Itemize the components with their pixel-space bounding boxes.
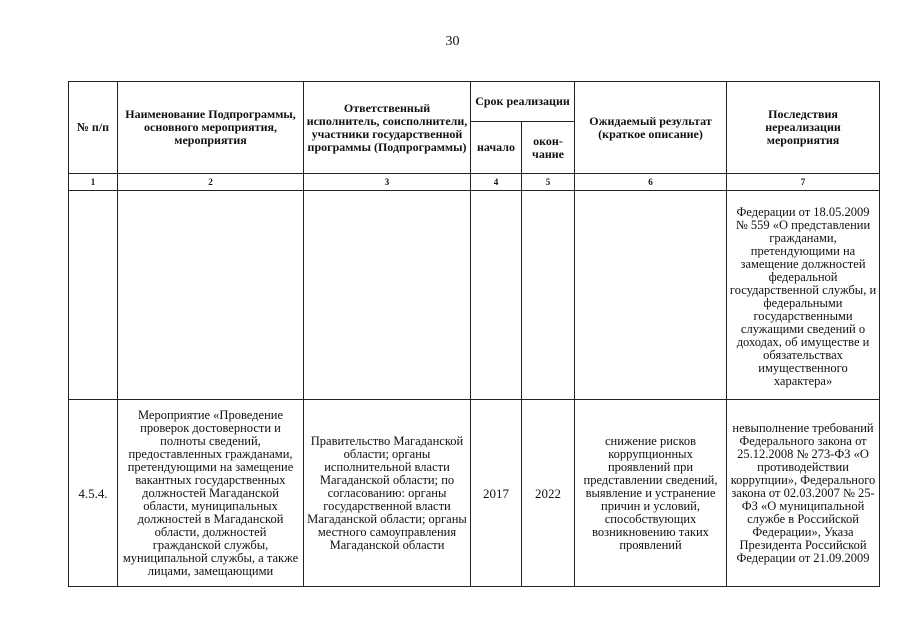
empty-cell — [575, 191, 727, 400]
row-executor: Правительство Магаданской области; органы исполнительной власти Магаданской области; по согласованию: органы государственной власти Магаданской области; органы местного самоуправления Магаданской области — [304, 400, 471, 587]
column-number: 2 — [118, 174, 304, 191]
column-number: 5 — [522, 174, 575, 191]
row-end: 2022 — [522, 400, 575, 587]
page-number: 30 — [445, 34, 460, 49]
header-executor: Ответственный исполнитель, соисполнители, участники государственной программы (Подпрограммы) — [304, 82, 471, 174]
table-row — [69, 400, 880, 587]
row-consequence: невыполнение требований Федерального закона от 25.12.2008 № 273-ФЗ «О противодействии коррупции», Федерального закона от 02.03.2007 № 25-ФЗ «О муниципальной службе в Российской Федерации», Указа Президента Российской Федерации от 21.09.2009 — [727, 400, 880, 587]
header-period: Срок реализации — [471, 82, 575, 122]
column-number: 3 — [304, 174, 471, 191]
column-number: 4 — [471, 174, 522, 191]
header-name: Наименование Подпрограммы, основного мероприятия, мероприятия — [118, 82, 304, 174]
row-number: 4.5.4. — [69, 400, 118, 587]
empty-cell — [471, 191, 522, 400]
column-number: 6 — [575, 174, 727, 191]
row-start: 2017 — [471, 400, 522, 587]
column-number: 7 — [727, 174, 880, 191]
row-name: Мероприятие «Проведение проверок достоверности и полноты сведений, предоставленных гражданами, претендующими на замещение вакантных государственных должностей Магаданской области, муниципальных должностей в Магаданской области, должностей гражданской службы, муниципальной службы, а также лицами, замещающими — [118, 400, 304, 587]
column-number: 1 — [69, 174, 118, 191]
header-expected-result: Ожидаемый результат (краткое описание) — [575, 82, 727, 174]
empty-cell — [522, 191, 575, 400]
empty-cell — [304, 191, 471, 400]
header-consequences: Последствия нереализации мероприятия — [727, 82, 880, 174]
program-table — [68, 81, 880, 587]
header-end: окон-чание — [522, 122, 575, 174]
empty-cell — [69, 191, 118, 400]
column-number-row — [69, 174, 880, 191]
empty-cell — [118, 191, 304, 400]
row-expected-result: снижение рисков коррупционных проявлений при представлении сведений, выявление и устранение причин и условий, способствующих возникновению таких проявлений — [575, 400, 727, 587]
header-start: начало — [471, 122, 522, 174]
continuation-row — [69, 191, 880, 400]
header-number: № п/п — [69, 82, 118, 174]
continuation-consequence: Федерации от 18.05.2009 № 559 «О представлении гражданами, претендующими на замещение должностей федеральной государственной службы, и федеральными государственными служащими сведений о доходах, об имуществе и обязательствах имущественного характера» — [727, 191, 880, 400]
